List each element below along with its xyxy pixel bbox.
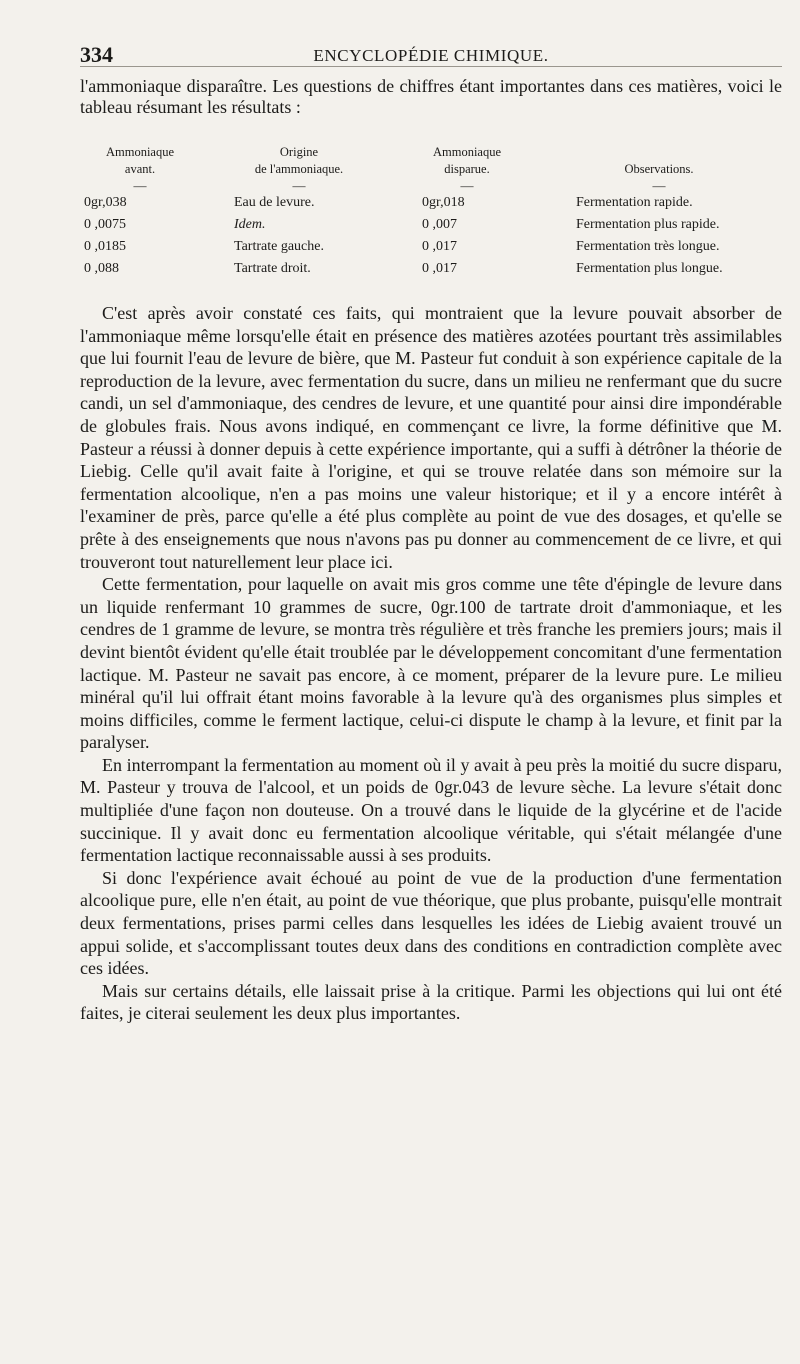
paragraph: En interrompant la fermentation au moment où il y avait à peu près la moitié du sucre disparu, M. Pasteur y trouva de l'alcool, et un poids de 0gr.043 de levure sèche. La levure s'était donc multipliée d'une façon non douteuse. On a trouvé dans le liquide de la glycérine et de l'acide succinique. Il y avait donc eu fermentation alcoolique véritable, qui s'était mélangée d'une fermentation lactique reconnaissable aussi à ses produits. <box>80 754 782 866</box>
table-row <box>80 258 782 280</box>
paragraph: Mais sur certains détails, elle laissait prise à la critique. Parmi les objections qui lui ont été faites, je citerai seulement les deux plus importantes. <box>80 980 782 1024</box>
cell-disparue: 0 ,017 <box>422 261 457 276</box>
col-header-origine: Origine de l'ammoniaque. <box>254 145 344 176</box>
col-header-ammoniaque-avant: Ammoniaque avant. <box>105 145 175 176</box>
cell-observations: Fermentation très longue. <box>576 239 720 254</box>
cell-origine: Eau de levure. <box>234 195 315 210</box>
paragraph: Cette fermentation, pour laquelle on avait mis gros comme une tête d'épingle de levure dans un liquide renfermant 10 grammes de sucre, 0gr.100 de tartrate droit d'ammoniaque, et les cendres de 1 gramme de levure, se montra très régulière et très franche les premiers jours; mais il devint bientôt évident qu'elle était troublée par le développement concomitant d'une fermentation lactique. M. Pasteur ne savait pas encore, à ce moment, préparer de la levure pure. Le milieu minéral qu'il lui offrait étant moins favorable à la levure qu'à des organismes plus simples et moins difficiles, comme le ferment lactique, celui-ci dispute le champ à la levure, et finit par la paralyser. <box>80 574 782 753</box>
cell-origine: Idem. <box>234 217 266 232</box>
cell-origine: Tartrate droit. <box>234 261 311 276</box>
cell-observations: Fermentation plus longue. <box>576 261 723 276</box>
book-page <box>80 30 782 1025</box>
dash: — <box>460 178 474 193</box>
header-rule-row <box>80 180 782 192</box>
cell-origine: Tartrate gauche. <box>234 239 324 254</box>
table-row <box>80 192 782 214</box>
cell-avant: 0gr,038 <box>84 195 127 210</box>
cell-observations: Fermentation plus rapide. <box>576 217 720 232</box>
dash: — <box>133 178 147 193</box>
cell-disparue: 0gr,018 <box>422 195 465 210</box>
table-row <box>80 236 782 258</box>
page-number: 334 <box>80 42 113 67</box>
paragraph: C'est après avoir constaté ces faits, qui montraient que la levure pouvait absorber de l'ammoniaque même lorsqu'elle était en présence des matières azotées pourtant très assimilables que lui fournit l'eau de levure de bière, que M. Pasteur fut conduit à son expérience capitale de la reproduction de la levure, avec fermentation du sucre, dans un milieu ne renfermant que du sucre candi, un sel d'ammoniaque, des cendres de levure, et une quantité pour ainsi dire impondérable de globules frais. Nous avons indiqué, en commençant ce livre, la forme définitive que M. Pasteur a réussi à donner depuis à cette expérience importante, qui a suffi à détrôner la théorie de Liebig. Celle qu'il avait faite à l'origine, et qui se trouve relatée dans son mémoire sur la fermentation alcoolique, n'en a pas moins une valeur historique; et il y a encore intérêt à l'examiner de près, parce qu'elle a été plus complète au point de vue des dosages, et qu'elle se prête à des enseignements que nous n'avons pas pu donner au commencement de ce livre, et qui trouveront tout naturellement leur place ici. <box>80 303 782 572</box>
col-header-ammoniaque-disparue: Ammoniaque disparue. <box>432 145 502 176</box>
dash: — <box>292 178 306 193</box>
cell-avant: 0 ,088 <box>84 261 119 276</box>
running-title: ENCYCLOPÉDIE CHIMIQUE. <box>313 46 549 65</box>
results-table <box>80 144 782 280</box>
cell-avant: 0 ,0185 <box>84 239 126 254</box>
table-row <box>80 214 782 236</box>
dash: — <box>652 178 666 193</box>
paragraph: Si donc l'expérience avait échoué au point de vue de la production d'une fermentation alcoolique pure, elle n'en était, au point de vue théorique, que plus probante, puisqu'elle montrait deux fermentations, prises parmi celles dans lesquelles les idées de Liebig avaient trouvé un appui solide, et s'accomplissant toutes deux dans des conditions en contradiction complète avec ces idées. <box>80 867 782 979</box>
body-text <box>80 302 782 1025</box>
cell-disparue: 0 ,017 <box>422 239 457 254</box>
page-header <box>80 30 782 67</box>
cell-observations: Fermentation rapide. <box>576 195 693 210</box>
cell-avant: 0 ,0075 <box>84 217 126 232</box>
col-header-observations: Observations. <box>624 162 694 176</box>
intro-text: l'ammoniaque disparaître. Les questions de chiffres étant importantes dans ces matières, voici le tableau résumant les résultats : <box>80 76 782 117</box>
cell-disparue: 0 ,007 <box>422 217 457 232</box>
